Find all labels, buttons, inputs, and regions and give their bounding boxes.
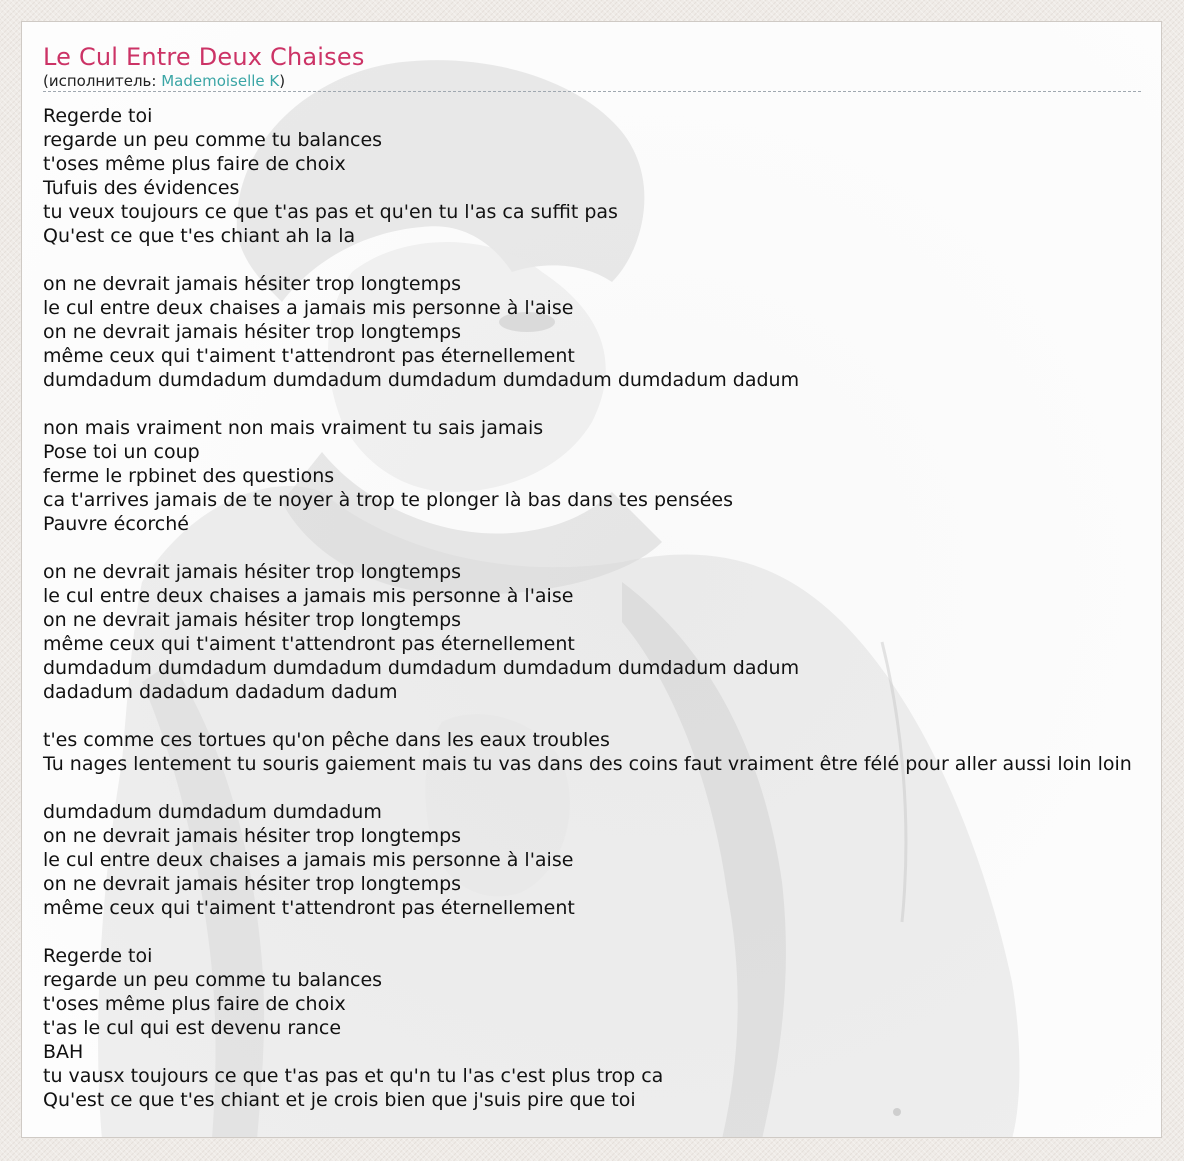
lyric-line: on ne devrait jamais hésiter trop longtemps: [43, 273, 462, 295]
lyric-line: on ne devrait jamais hésiter trop longtemps: [43, 561, 462, 583]
lyric-line: dumdadum dumdadum dumdadum dumdadum dumdadum dumdadum dadum: [43, 657, 800, 679]
song-content: [43, 42, 1141, 1112]
lyric-line: Pose toi un coup: [43, 441, 200, 463]
lyrics-stanza: [43, 944, 1141, 1112]
lyric-line: Pauvre écorché: [43, 513, 189, 535]
lyric-line: t'oses même plus faire de choix: [43, 153, 346, 175]
lyric-line: non mais vraiment non mais vraiment tu sais jamais: [43, 417, 544, 439]
lyric-line: Qu'est ce que t'es chiant ah la la: [43, 225, 356, 247]
lyric-line: dumdadum dumdadum dumdadum dumdadum dumdadum dumdadum dadum: [43, 369, 800, 391]
lyrics-card: [21, 21, 1162, 1138]
performer-prefix: (исполнитель:: [43, 72, 162, 90]
lyric-line: même ceux qui t'aiment t'attendront pas éternellement: [43, 897, 575, 919]
lyric-line: Tu nages lentement tu souris gaiement mais tu vas dans des coins faut vraiment être félé pour aller aussi loin loin: [43, 753, 1132, 775]
lyric-line: Regerde toi: [43, 945, 153, 967]
performer-link[interactable]: Mademoiselle K: [161, 72, 280, 90]
lyric-line: ca t'arrives jamais de te noyer à trop te plonger là bas dans tes pensées: [43, 489, 733, 511]
lyric-line: le cul entre deux chaises a jamais mis personne à l'aise: [43, 297, 574, 319]
lyric-line: le cul entre deux chaises a jamais mis personne à l'aise: [43, 585, 574, 607]
lyric-line: dadadum dadadum dadadum dadum: [43, 681, 398, 703]
lyric-line: même ceux qui t'aiment t'attendront pas éternellement: [43, 633, 575, 655]
lyrics-stanza: [43, 728, 1141, 776]
lyric-line: t'oses même plus faire de choix: [43, 993, 346, 1015]
lyric-line: on ne devrait jamais hésiter trop longtemps: [43, 321, 462, 343]
lyric-line: Regerde toi: [43, 105, 153, 127]
lyric-line: Tufuis des évidences: [43, 177, 240, 199]
lyric-line: même ceux qui t'aiment t'attendront pas éternellement: [43, 345, 575, 367]
lyric-line: t'es comme ces tortues qu'on pêche dans les eaux troubles: [43, 729, 610, 751]
lyrics-stanza: [43, 104, 1141, 248]
lyrics-stanza: [43, 560, 1141, 704]
song-title: Le Cul Entre Deux Chaises: [43, 43, 365, 71]
lyric-line: Qu'est ce que t'es chiant et je crois bien que j'suis pire que toi: [43, 1089, 636, 1111]
lyrics-text: [43, 104, 1141, 1112]
lyric-line: on ne devrait jamais hésiter trop longtemps: [43, 609, 462, 631]
lyric-line: on ne devrait jamais hésiter trop longtemps: [43, 873, 462, 895]
lyric-line: regarde un peu comme tu balances: [43, 129, 383, 151]
lyric-line: ferme le rpbinet des questions: [43, 465, 335, 487]
lyrics-stanza: [43, 272, 1141, 392]
lyrics-stanza: [43, 800, 1141, 920]
lyric-line: on ne devrait jamais hésiter trop longtemps: [43, 825, 462, 847]
lyric-line: tu veux toujours ce que t'as pas et qu'en tu l'as ca suffit pas: [43, 201, 618, 223]
performer-line: [43, 72, 1141, 92]
lyric-line: regarde un peu comme tu balances: [43, 969, 383, 991]
lyric-line: dumdadum dumdadum dumdadum: [43, 801, 382, 823]
lyric-line: BAH: [43, 1041, 84, 1063]
performer-suffix: ): [279, 72, 286, 90]
lyric-line: t'as le cul qui est devenu rance: [43, 1017, 342, 1039]
lyric-line: le cul entre deux chaises a jamais mis personne à l'aise: [43, 849, 574, 871]
lyric-line: tu vausx toujours ce que t'as pas et qu'n tu l'as c'est plus trop ca: [43, 1065, 664, 1087]
lyrics-stanza: [43, 416, 1141, 536]
